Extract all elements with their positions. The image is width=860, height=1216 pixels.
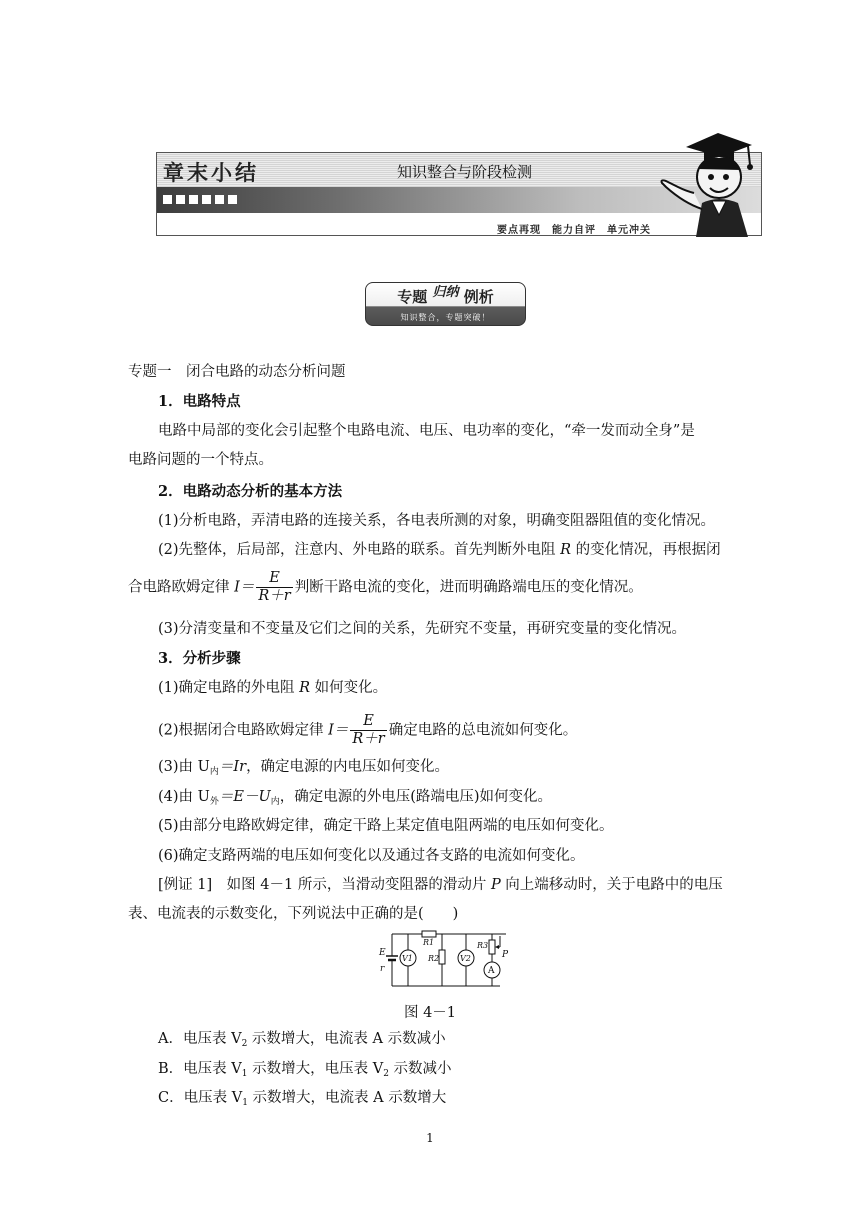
- step-6: (6)确定支路两端的电压如何变化以及通过各支路的电流如何变化。: [158, 848, 585, 864]
- example-label: [例证 1]: [158, 877, 213, 893]
- circuit-diagram: [378, 928, 514, 992]
- label-r2: R2: [428, 954, 440, 963]
- badge-left-text: 专题: [397, 288, 428, 306]
- example-line1: [例证 1] 如图 4－1 所示，当滑动变阻器的滑动片 P 向上端移动时，关于电路中的电压: [158, 877, 723, 893]
- option-a: A．电压表 $V_2$ 示数增大，电流表 A 示数减小: [158, 1031, 446, 1049]
- label-v2: V2: [460, 954, 471, 963]
- step-3: (3)由 $U_内=Ir$，确定电源的内电压如何变化。: [158, 759, 450, 777]
- figure-caption: 图 4－1: [403, 1005, 457, 1021]
- method-item-1: (1)分析电路，弄清电路的连接关系，各电表所测的对象，明确变阻器阻值的变化情况。: [158, 513, 716, 529]
- label-r3: R3: [477, 941, 489, 950]
- topic-badge: [365, 282, 526, 326]
- topic-title: 专题一 闭合电路的动态分析问题: [128, 364, 346, 380]
- heading-analysis-steps: 3．分析步骤: [158, 650, 241, 667]
- page-number: 1: [426, 1131, 434, 1145]
- badge-title: [366, 286, 525, 307]
- ohm-law-fraction-2: $\frac{E}{R+r}$: [352, 713, 385, 747]
- heading-basic-method: 2．电路动态分析的基本方法: [158, 483, 343, 500]
- method-item-3: (3)分清变量和不变量及它们之间的关系，先研究不变量，再研究变量的变化情况。: [158, 621, 687, 637]
- label-internal-resistance: r: [380, 964, 385, 974]
- label-ammeter: A: [488, 966, 495, 976]
- paragraph-features-line1: 电路中局部的变化会引起整个电路电流、电压、电功率的变化，“牵一发而动全身”是: [158, 423, 695, 439]
- label-v1: V1: [402, 954, 413, 963]
- badge-subtitle: 知识整合，专题突破！: [400, 313, 491, 322]
- step-1: (1)确定电路的外电阻 R 如何变化。: [158, 680, 388, 696]
- formula-lhs: I＝: [234, 579, 255, 596]
- example-line2: 表、电流表的示数变化，下列说法中正确的是( ): [128, 906, 459, 922]
- option-c: C．电压表 $V_1$ 示数增大，电流表 A 示数增大: [158, 1090, 447, 1108]
- badge-right-text: 例析: [463, 288, 494, 306]
- label-emf: E: [379, 948, 386, 958]
- method-item-2-line1: (2)先整体，后局部，注意内、外电路的联系。首先判断外电阻 R 的变化情况，再根据闭: [158, 542, 721, 558]
- badge-script-text: 归纳: [432, 285, 459, 300]
- ohm-law-fraction: $\frac{E}{R+r}$: [258, 570, 291, 604]
- step-2: (2)根据闭合电路欧姆定律 I＝ $\frac{E}{R+r}$ 确定电路的总电流如何变化。: [158, 713, 578, 747]
- chapter-label: 章末小结: [163, 161, 259, 185]
- step-5: (5)由部分电路欧姆定律，确定干路上某定值电阻两端的电压如何变化。: [158, 818, 614, 834]
- banner-squares-decoration: [163, 195, 237, 204]
- option-b: B．电压表 $V_1$ 示数增大，电压表 $V_2$ 示数减小: [158, 1061, 452, 1079]
- label-slider-p: P: [502, 950, 509, 960]
- heading-circuit-features: 1．电路特点: [158, 393, 241, 410]
- banner-tagline: 要点再现 能力自评 单元冲关: [497, 225, 651, 236]
- method-item-2-line2: 合电路欧姆定律 I＝ $\frac{E}{R+r}$ 判断干路电流的变化，进而明确路端电压的变化情况。: [128, 570, 643, 604]
- paragraph-features-line2: 电路问题的一个特点。: [128, 452, 273, 468]
- step-4: (4)由 $U_外=E-U_内$，确定电源的外电压(路端电压)如何变化。: [158, 789, 553, 807]
- banner-subtitle: 知识整合与阶段检测: [397, 163, 533, 181]
- mascot-graduate-icon: [656, 125, 768, 237]
- label-r1: R1: [423, 938, 435, 947]
